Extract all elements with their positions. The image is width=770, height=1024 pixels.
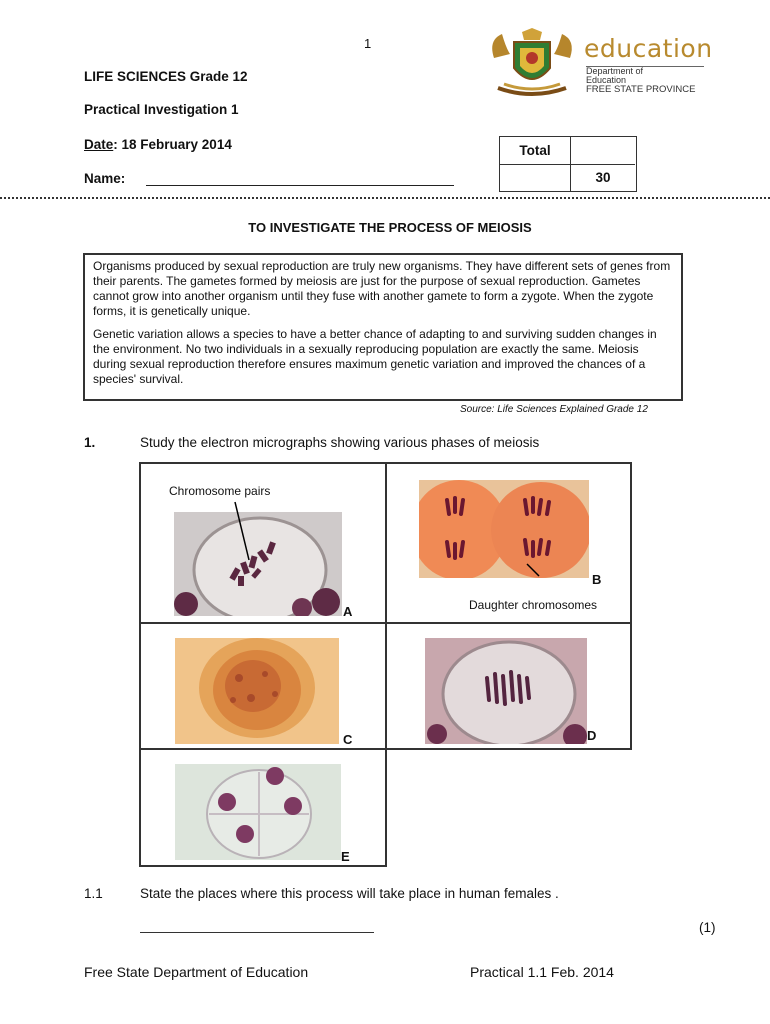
question-1-number: 1. <box>84 435 96 450</box>
question-1-1-text: State the places where this process will take place in human females . <box>140 886 559 901</box>
investigation-heading: Practical Investigation 1 <box>84 102 239 117</box>
footer-right: Practical 1.1 Feb. 2014 <box>470 964 614 980</box>
total-value: 30 <box>595 170 611 185</box>
intro-paragraph-2: Genetic variation allows a species to have a better chance of adapting to and surviving sudden changes in the environment. No two individuals in a sexually reproducing population are exactly the same. Meiosis during sexual reproduction therefore ensures maximum genetic variation and improved the chances of a species' survival. <box>93 327 657 386</box>
label-b: B <box>592 572 602 587</box>
separator-line <box>0 197 770 199</box>
department-logo <box>484 28 714 100</box>
date-value: : 18 February 2014 <box>113 137 232 152</box>
intro-box <box>83 253 683 401</box>
micrograph-d-image <box>425 638 587 744</box>
micrograph-cell-e <box>139 748 387 867</box>
annotation-a-pointer <box>141 464 389 624</box>
question-1-1-marks: (1) <box>699 920 716 935</box>
micrograph-cell-a <box>139 462 387 624</box>
footer-left: Free State Department of Education <box>84 964 309 980</box>
question-1-1-number: 1.1 <box>84 886 103 901</box>
logo-line-3: FREE STATE PROVINCE <box>586 84 696 95</box>
label-a: A <box>343 604 353 619</box>
subject-heading: LIFE SCIENCES Grade 12 <box>84 69 248 84</box>
micrograph-cell-d <box>385 622 632 750</box>
logo-line-2: Education <box>586 75 627 85</box>
micrograph-cell-c <box>139 622 387 750</box>
page-number: 1 <box>364 36 372 51</box>
source-citation: Source: Life Sciences Explained Grade 12 <box>460 404 648 415</box>
annotation-chromosome-pairs: Chromosome pairs <box>169 484 271 498</box>
coat-of-arms-icon <box>484 28 580 100</box>
date-label: Date <box>84 137 114 152</box>
logo-brand: education <box>584 34 713 63</box>
page-title: TO INVESTIGATE THE PROCESS OF MEIOSIS <box>248 220 532 235</box>
micrograph-cell-b <box>385 462 632 624</box>
logo-line-1: Department of <box>586 66 644 76</box>
micrograph-e-image <box>175 764 341 860</box>
name-input-line[interactable] <box>146 185 454 186</box>
label-d: D <box>587 728 597 743</box>
label-c: C <box>343 732 353 747</box>
label-e: E <box>341 849 350 864</box>
date-line <box>84 137 232 152</box>
answer-line[interactable] <box>140 932 374 933</box>
name-label: Name: <box>84 171 126 186</box>
total-marks-box <box>499 136 637 192</box>
total-label: Total <box>519 143 551 158</box>
micrograph-c-image <box>175 638 339 744</box>
intro-paragraph-1: Organisms produced by sexual reproduction are truly new organisms. They have different sets of genes from their parents. The gametes formed by meiosis are just for the purpose of sexual reproduction. Gametes cannot grow into another organism until they fuse with another gamete to form a zygote. When the zygote forms, it is genetically unique. <box>93 259 671 318</box>
annotation-daughter-chromosomes: Daughter chromosomes <box>469 598 598 612</box>
micrograph-grid <box>139 462 632 867</box>
question-1-text: Study the electron micrographs showing various phases of meiosis <box>140 435 540 450</box>
